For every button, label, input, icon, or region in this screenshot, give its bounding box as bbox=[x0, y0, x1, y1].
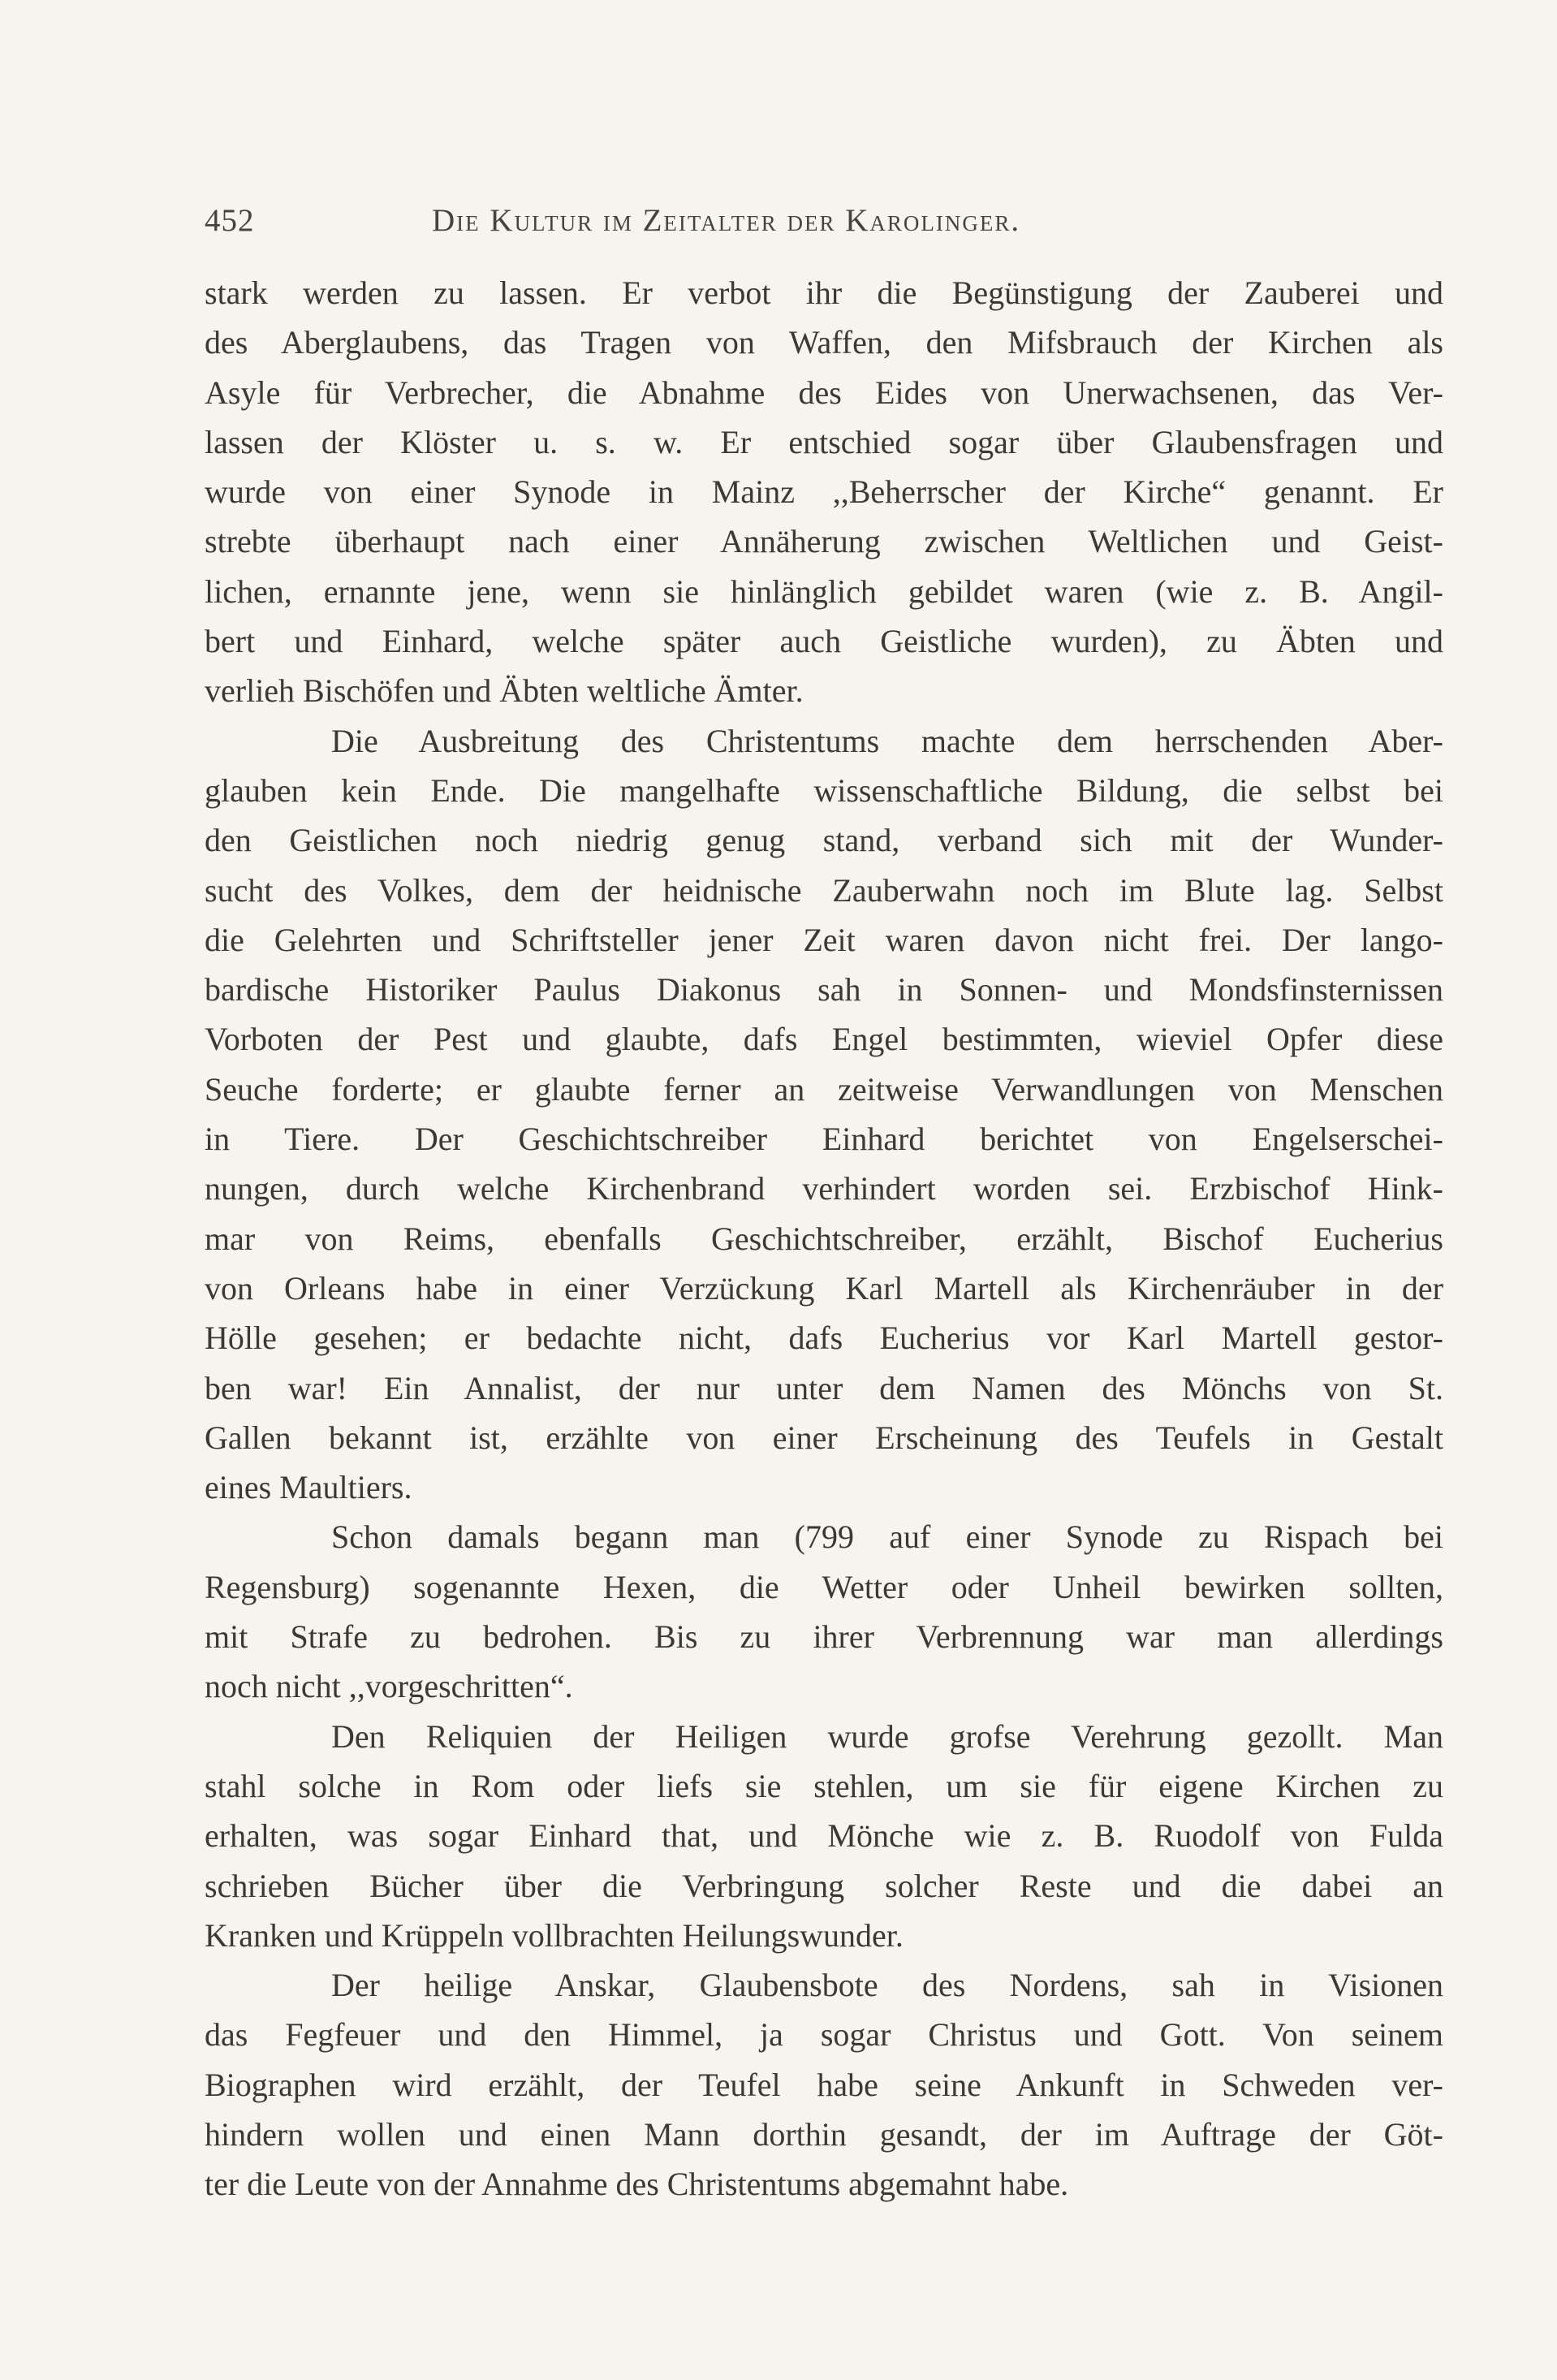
text-line: Kranken und Krüppeln vollbrachten Heilungswunder. bbox=[205, 1916, 904, 1954]
text-line: wurde von einer Synode in Mainz ,,Beherrscher der Kirche“ genannt. Er bbox=[205, 473, 1443, 511]
text-line: strebte überhaupt nach einer Annäherung zwischen Weltlichen und Geist- bbox=[205, 523, 1443, 560]
text-line: verlieh Bischöfen und Äbten weltliche Ämter. bbox=[205, 672, 804, 710]
text-line: erhalten, was sogar Einhard that, und Mönche wie z. B. Ruodolf von Fulda bbox=[205, 1817, 1443, 1855]
text-line: bardische Historiker Paulus Diakonus sah in Sonnen- und Mondsfinsternissen bbox=[205, 971, 1443, 1009]
text-line: mar von Reims, ebenfalls Geschichtschreiber, erzählt, Bischof Eucherius bbox=[205, 1220, 1443, 1257]
text-line: stahl solche in Rom oder liefs sie stehlen, um sie für eigene Kirchen zu bbox=[205, 1767, 1443, 1804]
running-title: Die Kultur im Zeitalter der Karolinger. bbox=[432, 203, 1021, 238]
text-line: Schon damals begann man (799 auf einer Synode zu Rispach bei bbox=[331, 1518, 1443, 1556]
text-line: noch nicht ,,vorgeschritten“. bbox=[205, 1668, 573, 1705]
text-line: lassen der Klöster u. s. w. Er entschied sogar über Glaubensfragen und bbox=[205, 423, 1443, 460]
text-line: hindern wollen und einen Mann dorthin gesandt, der im Auftrage der Göt- bbox=[205, 2115, 1443, 2153]
text-line: sucht des Volkes, dem der heidnische Zauberwahn noch im Blute lag. Selbst bbox=[205, 871, 1443, 909]
text-line: Vorboten der Pest und glaubte, dafs Engel bestimmten, wieviel Opfer diese bbox=[205, 1021, 1443, 1058]
text-line: ben war! Ein Annalist, der nur unter dem Namen des Mönchs von St. bbox=[205, 1369, 1443, 1406]
text-line: glauben kein Ende. Die mangelhafte wissenschaftliche Bildung, die selbst bei bbox=[205, 771, 1443, 809]
text-line: mit Strafe zu bedrohen. Bis zu ihrer Verbrennung war man allerdings bbox=[205, 1618, 1443, 1656]
page-number: 452 bbox=[205, 203, 255, 238]
text-line: lichen, ernannte jene, wenn sie hinlänglich gebildet waren (wie z. B. Angil- bbox=[205, 572, 1443, 610]
text-line: die Gelehrten und Schriftsteller jener Zeit waren davon nicht frei. Der lango- bbox=[205, 921, 1443, 958]
text-line: stark werden zu lassen. Er verbot ihr die Begünstigung der Zauberei und bbox=[205, 274, 1443, 311]
text-line: Die Ausbreitung des Christentums machte dem herrschenden Aber- bbox=[331, 722, 1443, 759]
text-line: schrieben Bücher über die Verbringung solcher Reste und die dabei an bbox=[205, 1867, 1443, 1904]
text-line: ter die Leute von der Annahme des Christentums abgemahnt habe. bbox=[205, 2166, 1069, 2203]
text-line: Biographen wird erzählt, der Teufel habe seine Ankunft in Schweden ver- bbox=[205, 2066, 1443, 2103]
text-line: den Geistlichen noch niedrig genug stand, verband sich mit der Wunder- bbox=[205, 822, 1443, 859]
text-line: das Fegfeuer und den Himmel, ja sogar Christus und Gott. Von seinem bbox=[205, 2016, 1443, 2054]
page-header bbox=[205, 197, 1447, 245]
text-line: in Tiere. Der Geschichtschreiber Einhard berichtet von Engelserschei- bbox=[205, 1121, 1443, 1158]
text-line: Regensburg) sogenannte Hexen, die Wetter oder Unheil bewirken sollten, bbox=[205, 1568, 1443, 1605]
text-line: Seuche forderte; er glaubte ferner an zeitweise Verwandlungen von Menschen bbox=[205, 1070, 1443, 1108]
text-line: Hölle gesehen; er bedachte nicht, dafs Eucherius vor Karl Martell gestor- bbox=[205, 1320, 1443, 1357]
text-line: nungen, durch welche Kirchenbrand verhindert worden sei. Erzbischof Hink- bbox=[205, 1170, 1443, 1207]
text-line: von Orleans habe in einer Verzückung Karl Martell als Kirchenräuber in der bbox=[205, 1269, 1443, 1307]
text-line: Asyle für Verbrecher, die Abnahme des Eides von Unerwachsenen, das Ver- bbox=[205, 374, 1443, 411]
text-line: Gallen bekannt ist, erzählte von einer Erscheinung des Teufels in Gestalt bbox=[205, 1419, 1443, 1456]
text-line: des Aberglaubens, das Tragen von Waffen, den Mifsbrauch der Kirchen als bbox=[205, 324, 1443, 361]
text-line: Den Reliquien der Heiligen wurde grofse Verehrung gezollt. Man bbox=[331, 1717, 1443, 1755]
text-line: bert und Einhard, welche später auch Geistliche wurden), zu Äbten und bbox=[205, 623, 1443, 660]
text-line: Der heilige Anskar, Glaubensbote des Nordens, sah in Visionen bbox=[331, 1967, 1443, 2004]
text-line: eines Maultiers. bbox=[205, 1469, 412, 1506]
body-text bbox=[205, 268, 1443, 2209]
